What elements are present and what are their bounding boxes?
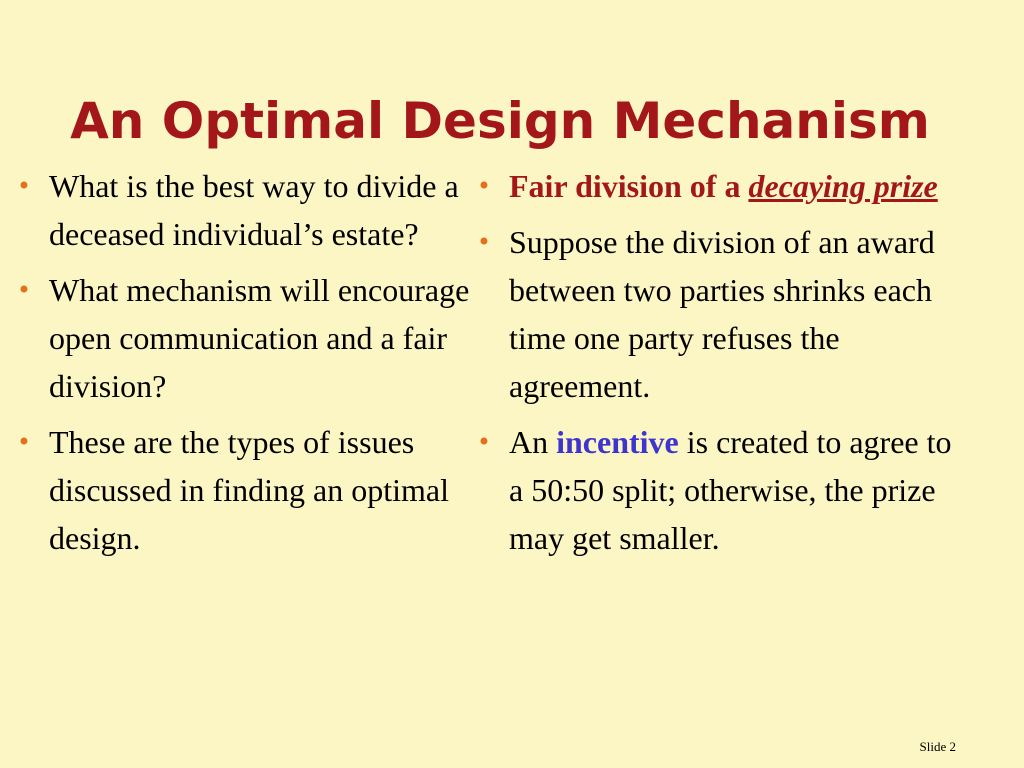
left-bullet-list <box>12 162 482 570</box>
right-bullet-item <box>472 162 972 210</box>
fair-division-text: Fair division of a <box>509 168 749 204</box>
bullet-dot-icon: • <box>476 428 492 456</box>
bullet-text <box>509 168 938 204</box>
right-bullet-list <box>472 162 972 570</box>
incentive-suffix-text: is created to agree to a 50:50 split; otherwise, the prize may get smaller. <box>509 424 952 556</box>
decaying-prize-text: decaying prize <box>748 168 938 204</box>
bullet-dot-icon: • <box>16 172 32 200</box>
bullet-text: These are the types of issues discussed in finding an optimal design. <box>49 424 449 556</box>
bullet-dot-icon: • <box>476 172 492 200</box>
bullet-text: What mechanism will encourage open communication and a fair division? <box>49 272 470 404</box>
bullet-dot-icon: • <box>16 428 32 456</box>
bullet-text <box>509 424 952 556</box>
bullet-dot-icon: • <box>16 276 32 304</box>
bullet-text: What is the best way to divide a deceased individual’s estate? <box>49 168 459 252</box>
left-bullet-item <box>12 418 482 562</box>
slide-number: Slide 2 <box>919 739 956 754</box>
left-bullet-item <box>12 266 482 410</box>
incentive-prefix-text: An <box>509 424 557 460</box>
incentive-highlight-text: incentive <box>556 424 679 460</box>
left-bullet-item <box>12 162 482 258</box>
bullet-text: Suppose the division of an award between two parties shrinks each time one party refuses the agreement. <box>509 224 935 404</box>
slide-title: An Optimal Design Mechanism <box>70 91 930 150</box>
right-bullet-item <box>472 218 972 410</box>
right-bullet-item <box>472 418 972 562</box>
bullet-dot-icon: • <box>476 228 492 256</box>
